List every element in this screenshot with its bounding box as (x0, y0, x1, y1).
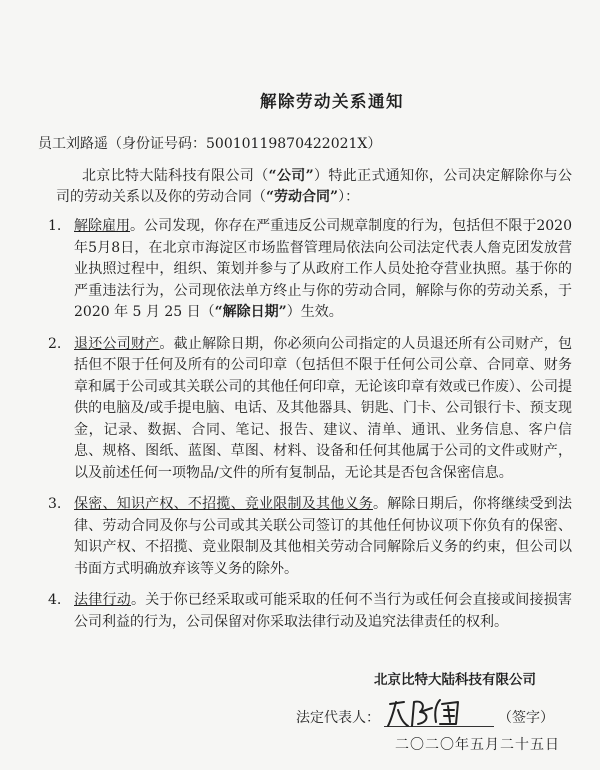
intro-text-2: ）特此正式通知你，公司决定解除你与公司的劳动关系以及你的劳动合同（ (56, 168, 572, 205)
clause-list (48, 216, 573, 633)
clause-body: 。公司发现，你存在严重违反公司规章制度的行为，包括但不限于2020年5月8日，在北京市海淀区市场监督管理局依法向公司法定代表人詹克团发放营业执照过程中，组织、策划并参与了从政府工作人员处抢夺营业执照。基于你的严重违法行为，公司现依法单方终止与你的劳动合同，解除与你的劳动关系，于 2020 年 5 月 25 日（ (74, 218, 572, 320)
signature-line (384, 700, 494, 727)
legal-rep-label: 法定代表人： (296, 710, 380, 726)
clause-number: 2. (48, 335, 62, 352)
clause-heading: 解除雇用 (74, 218, 131, 234)
clause-defined-term: “解除日期” (214, 304, 287, 320)
clause-return-property (48, 334, 573, 485)
clause-number: 1. (48, 218, 62, 234)
clause-heading: 保密、知识产权、不招揽、竞业限制及其他义务 (74, 496, 373, 512)
clause-body: 。关于你已经采取或可能采取的任何不当行为或任何会直接或间接损害公司利益的行为，公司保留对你采取法律行动及追究法律责任的权利。 (74, 592, 573, 630)
company-name-signature-block: 北京比特大陆科技有限公司 (374, 672, 536, 688)
employee-id-line: 员工刘路遥（身份证号码：50010119870422021X） (38, 136, 382, 152)
intro-text-3: ）： (338, 189, 360, 205)
clause-number: 3. (48, 496, 62, 512)
clause-body-end: ）生效。 (286, 304, 343, 320)
clause-body: 。截止解除日期，你必须向公司指定的人员退还所有公司财产，包括但不限于任何及所有的公司印章（包括但不限于任何公司公章、合同章、财务章和属于公司或其关联公司的其他任何印章，无论该印章有效或已作废）、公司提供的电脑及/或手提电脑、电话、及其他器具、钥匙、门卡、公司银行卡、预支现金，记录、数据、合同、笔记、报告、建议、清单、通讯、业务信息、客户信息、规格、图纸、蓝图、草图、材料、设备和任何其他属于公司的文件或财产，以及前述任何一项物品/文件的所有复制品，无论其是否包含保密信息。 (74, 335, 573, 481)
intro-text-1: 北京比特大陆科技有限公司（ (82, 168, 269, 184)
clause-heading: 法律行动 (74, 592, 131, 608)
intro-defined-term-contract: “劳动合同” (266, 189, 339, 205)
clause-heading: 退还公司财产 (74, 335, 160, 352)
document-title: 解除劳动关系通知 (260, 92, 404, 111)
handwritten-signature-icon (384, 696, 494, 730)
document-date: 二〇二〇年五月二十五日 (395, 737, 560, 753)
clause-termination (48, 216, 572, 324)
intro-paragraph (56, 166, 572, 208)
clause-obligations (48, 494, 573, 580)
clause-body: 。解除日期后，你将继续受到法律、劳动合同及你与公司或其关联公司签订的其他任何协议项下你负有的保密、知识产权、不招揽、竞业限制及其他相关劳动合同解除后义务的约束，但公司以书面方式明确放弃该等义务的除外。 (74, 496, 573, 577)
signature-note: （签字） (498, 710, 554, 726)
intro-defined-term-company: “公司” (268, 168, 314, 184)
clause-legal-action (48, 590, 573, 633)
legal-representative-row (296, 700, 554, 727)
clause-number: 4. (48, 592, 62, 608)
